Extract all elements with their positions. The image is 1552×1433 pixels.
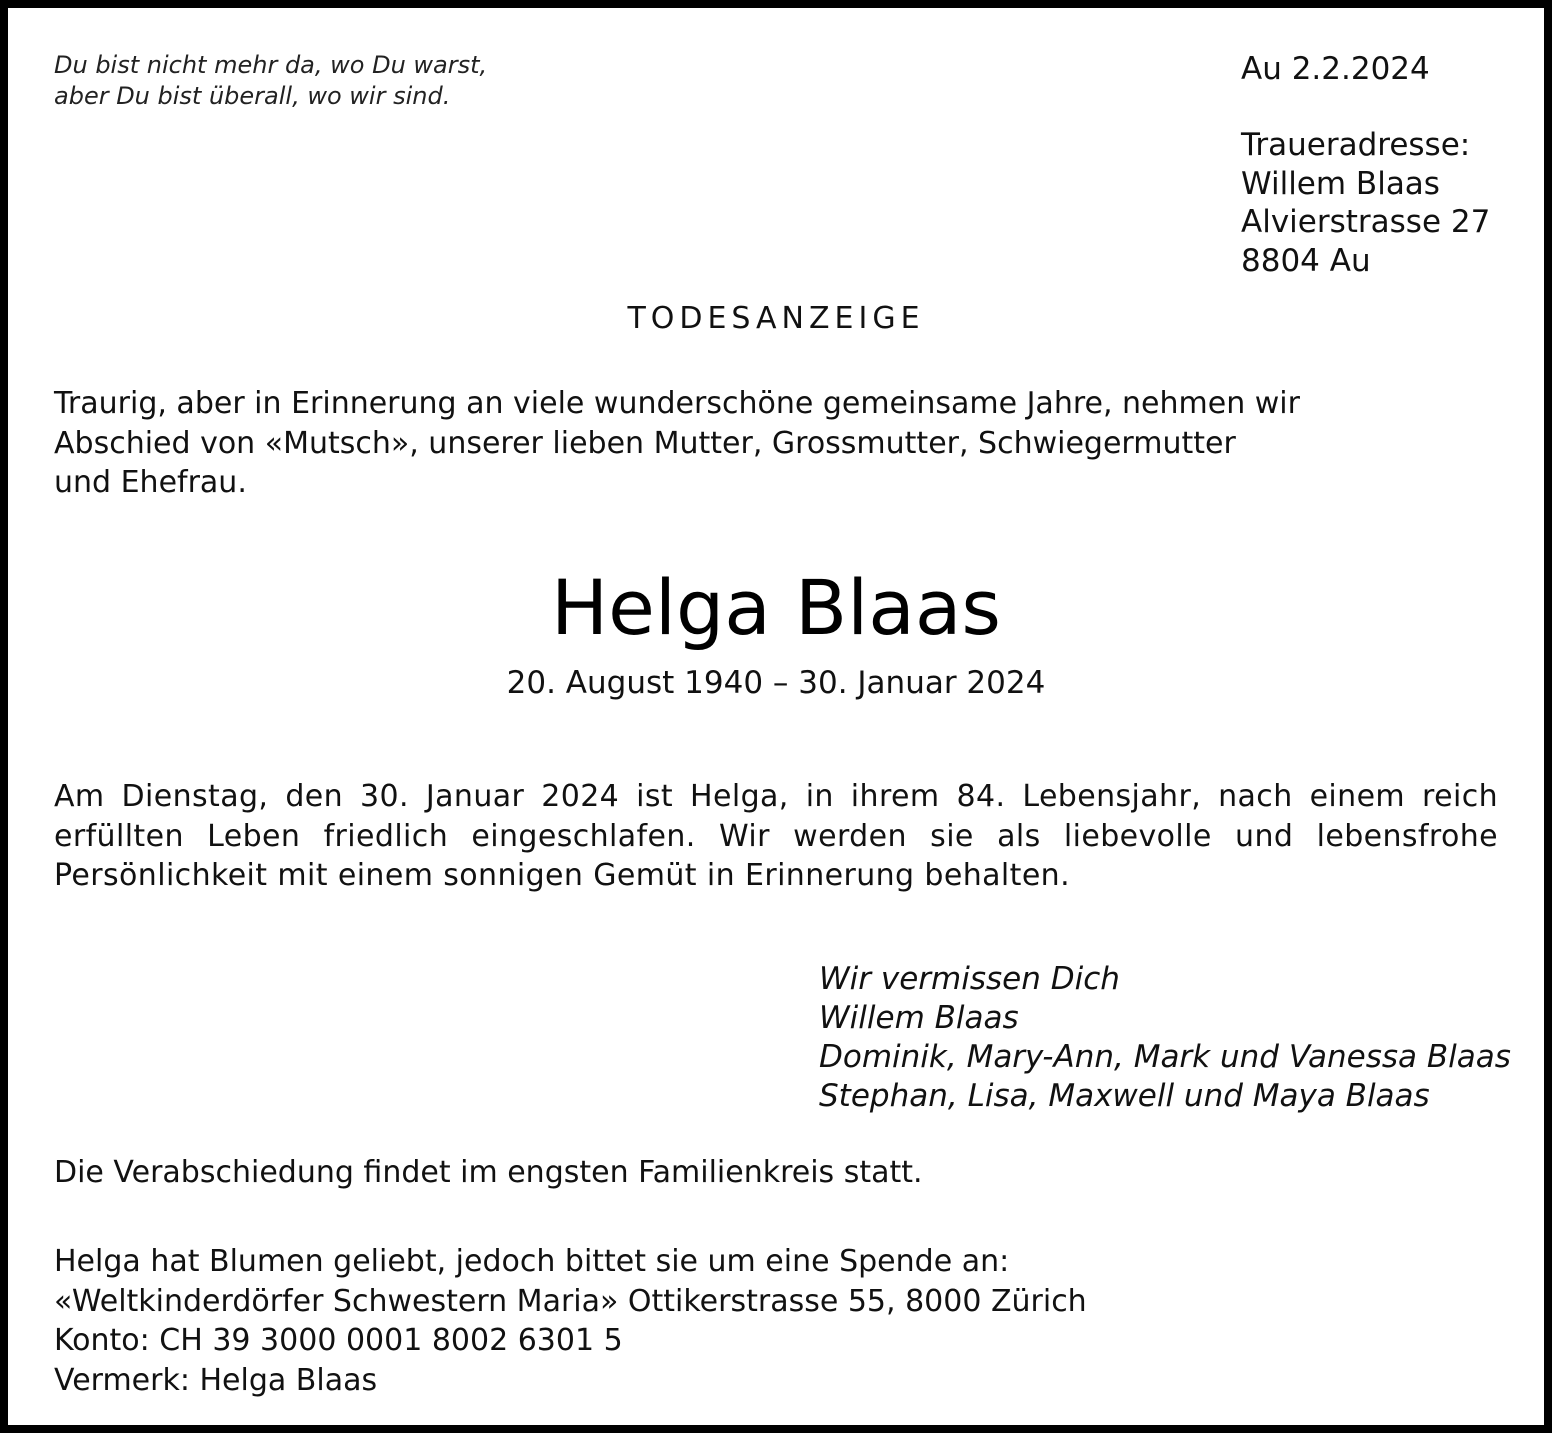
donation-reference: Vermerk: Helga Blaas <box>54 1362 378 1398</box>
signoff-line: Wir vermissen Dich <box>819 961 1120 997</box>
farewell-note: Die Verabschiedung findet im engsten Familienkreis statt. <box>54 1155 923 1190</box>
intro-paragraph <box>54 384 1498 503</box>
address-label: Traueradresse: <box>1241 127 1471 163</box>
address-city: 8804 Au <box>1241 242 1371 279</box>
donation-line: «Weltkinderdörfer Schwestern Maria» Ottikerstrasse 55, 8000 Zürich <box>54 1283 1087 1319</box>
donation-info <box>54 1242 1498 1400</box>
intro-line: Abschied von «Mutsch», unserer lieben Mutter, Grossmutter, Schwiegermutter <box>54 425 1236 461</box>
intro-line: Traurig, aber in Erinnerung an viele wunderschöne gemeinsame Jahre, nehmen wir <box>54 386 1300 421</box>
signoff-line: Stephan, Lisa, Maxwell und Maya Blaas <box>819 1078 1430 1114</box>
signoff-line: Willem Blaas <box>819 1000 1019 1036</box>
motto-quote <box>54 50 487 112</box>
life-dates: 20. August 1940 – 30. Januar 2024 <box>506 665 1046 701</box>
mourning-address <box>1241 126 1490 280</box>
deceased-name: Helga Blaas <box>551 563 1001 652</box>
notice-date: Au 2.2.2024 <box>1241 51 1430 87</box>
address-street: Alvierstrasse 27 <box>1241 204 1491 240</box>
intro-line: und Ehefrau. <box>54 465 247 500</box>
address-name: Willem Blaas <box>1241 165 1440 202</box>
family-signoff <box>819 960 1511 1116</box>
signoff-line: Dominik, Mary-Ann, Mark und Vanessa Blaas <box>819 1039 1511 1075</box>
motto-line: Du bist nicht mehr da, wo Du warst, <box>54 51 488 79</box>
donation-line: Helga hat Blumen geliebt, jedoch bittet sie um eine Spende an: <box>54 1244 1010 1279</box>
donation-account: Konto: CH 39 3000 0001 8002 6301 5 <box>54 1323 623 1358</box>
notice-heading: TODESANZEIGE <box>627 301 925 336</box>
motto-line: aber Du bist überall, wo wir sind. <box>54 82 451 110</box>
story-paragraph: Am Dienstag, den 30. Januar 2024 ist Helga, in ihrem 84. Lebensjahr, nach einem reich erfüllten Leben friedlich eingeschlafen. Wir werden sie als liebevolle und lebensfrohe Persönlichkeit mit einem sonnigen Gemüt in Erinnerung behalten. <box>54 779 1498 893</box>
